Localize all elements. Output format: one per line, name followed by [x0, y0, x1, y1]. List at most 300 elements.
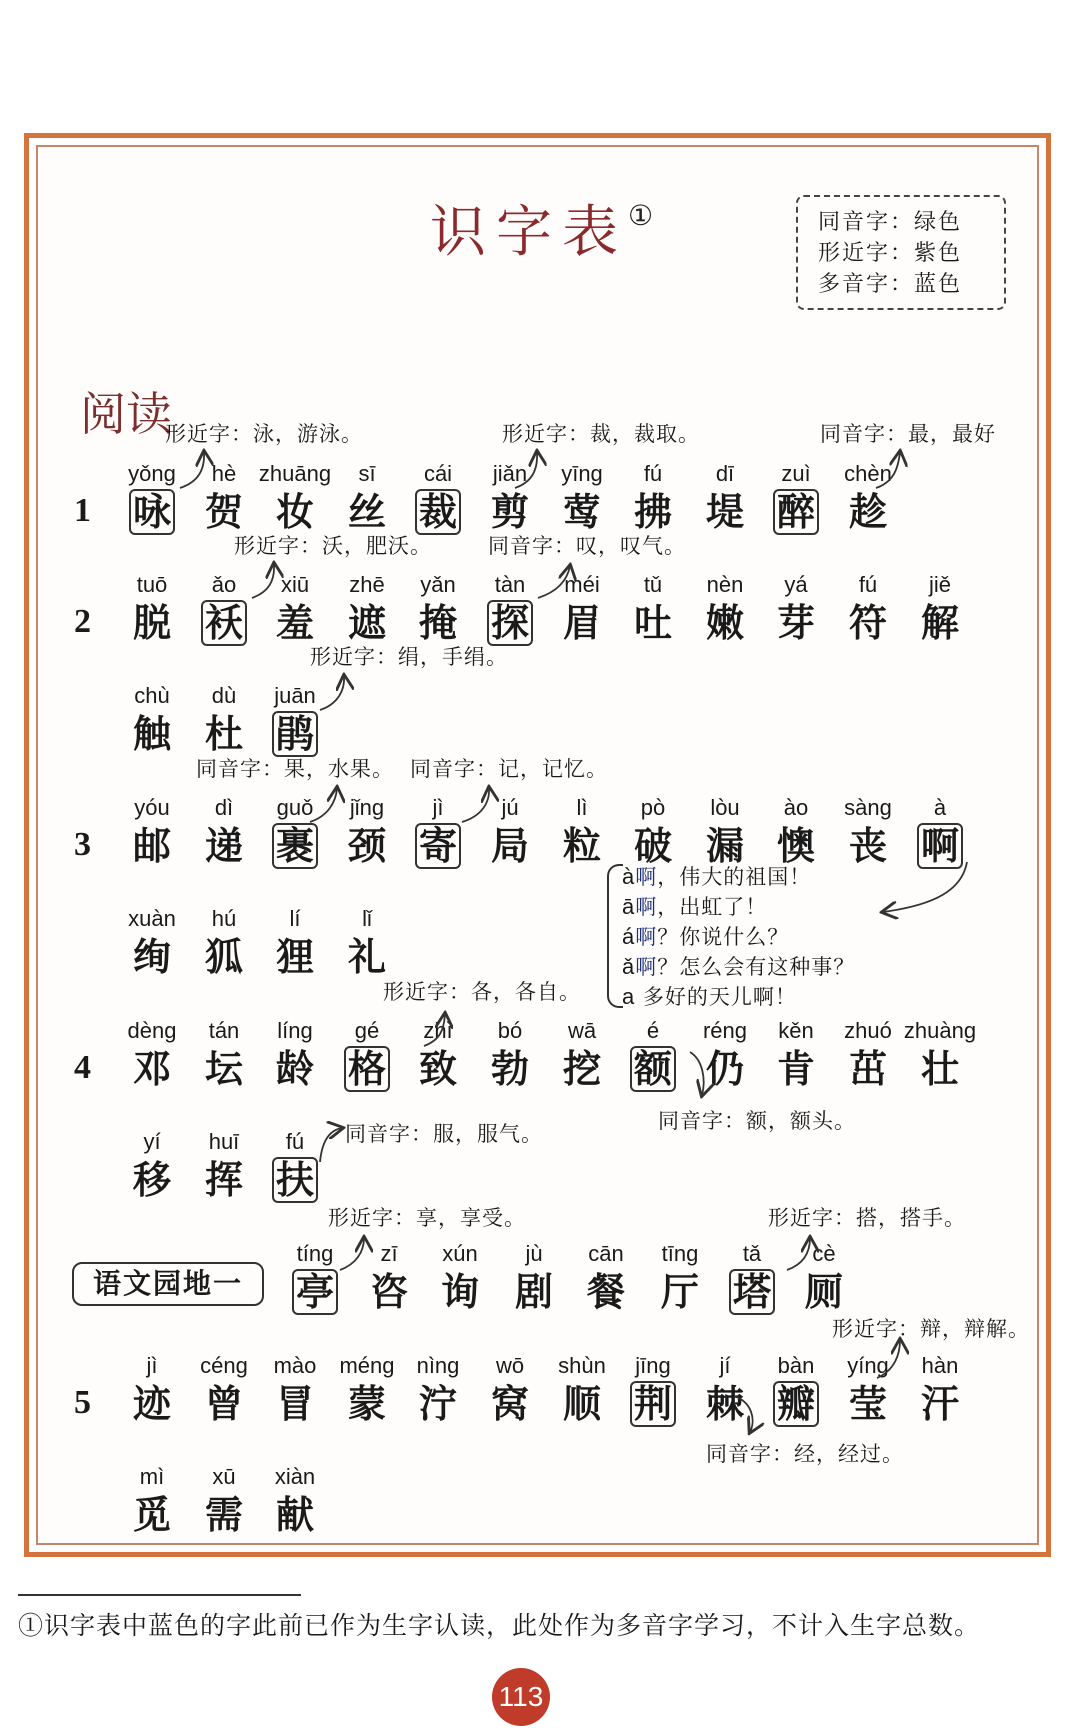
pinyin: hàn — [921, 1353, 959, 1378]
pinyin: chù — [134, 683, 170, 708]
hanzi-char: 厅 — [660, 1269, 699, 1314]
character-item — [112, 904, 192, 980]
pinyin: xiū — [280, 572, 310, 597]
hanzi-char: 仍 — [705, 1046, 744, 1091]
hanzi — [613, 600, 693, 646]
lesson-number: 5 — [74, 1384, 91, 1421]
pinyin: tàn — [494, 572, 526, 597]
hanzi-char: 莹 — [848, 1381, 887, 1426]
lesson-number: 4 — [74, 1049, 91, 1086]
pinyin: jiǎn — [492, 461, 528, 486]
character-item — [542, 1016, 622, 1092]
pinyin: dī — [715, 461, 735, 486]
hanzi — [756, 1046, 836, 1092]
pinyin: é — [646, 1018, 660, 1043]
hanzi — [255, 1492, 335, 1538]
character-item — [784, 1239, 864, 1315]
hanzi — [112, 600, 192, 646]
hanzi-char: 移 — [132, 1157, 171, 1202]
hanzi — [327, 1381, 407, 1427]
pinyin: xiàn — [274, 1464, 316, 1489]
hanzi — [613, 1381, 693, 1427]
hanzi-char: 丝 — [347, 489, 386, 534]
character-item — [327, 570, 407, 646]
hanzi-char: 醉 — [773, 489, 819, 535]
character-item — [420, 1239, 500, 1315]
hanzi-char: 贺 — [204, 489, 243, 534]
hanzi — [613, 489, 693, 535]
character-item — [398, 459, 478, 535]
hanzi — [712, 1269, 792, 1315]
color-legend — [796, 195, 1006, 310]
hanzi — [784, 1269, 864, 1315]
pinyin: yǎn — [420, 572, 456, 597]
a-reading-line: á啊？你说什么？ — [622, 924, 790, 949]
note-similar-form: 形近字：绢，手绢。 — [310, 645, 508, 669]
pinyin: cè — [812, 1241, 836, 1266]
character-item — [255, 570, 335, 646]
hanzi-char: 咨 — [369, 1269, 408, 1314]
pinyin: yīng — [561, 461, 603, 486]
pinyin: yóu — [134, 795, 170, 820]
hanzi — [566, 1269, 646, 1315]
character-item — [828, 570, 908, 646]
hanzi-char: 迹 — [132, 1381, 171, 1426]
hanzi — [542, 823, 622, 869]
hanzi — [542, 489, 622, 535]
hanzi-char: 觅 — [132, 1492, 171, 1537]
character-item — [685, 1016, 765, 1092]
pinyin: zī — [380, 1241, 398, 1266]
hanzi-char: 羞 — [275, 600, 314, 645]
hanzi-char: 掩 — [418, 600, 457, 645]
pinyin: nèn — [706, 572, 744, 597]
character-item — [542, 793, 622, 869]
note-homophone: 同音字：果，水果。 — [196, 757, 394, 781]
hanzi — [184, 600, 264, 646]
pinyin: nìng — [416, 1353, 460, 1378]
hanzi-char: 探 — [487, 600, 533, 646]
note-similar-form: 形近字：裁，裁取。 — [502, 422, 700, 446]
pinyin: méi — [564, 572, 600, 597]
hanzi-char: 解 — [920, 600, 959, 645]
character-item — [542, 1351, 622, 1427]
pinyin: mào — [273, 1353, 317, 1378]
hanzi — [542, 600, 622, 646]
pinyin: dèng — [127, 1018, 177, 1043]
character-item — [685, 1351, 765, 1427]
character-item — [184, 1462, 264, 1538]
character-item — [398, 793, 478, 869]
pinyin: jù — [525, 1241, 543, 1266]
hanzi-char: 芽 — [776, 600, 815, 645]
character-item — [828, 1016, 908, 1092]
hanzi — [255, 600, 335, 646]
pinyin: céng — [200, 1353, 248, 1378]
character-item — [470, 1016, 550, 1092]
pinyin: shùn — [558, 1353, 606, 1378]
hanzi-char: 莺 — [562, 489, 601, 534]
hanzi-char: 礼 — [347, 934, 386, 979]
pinyin: bó — [497, 1018, 523, 1043]
hanzi — [255, 489, 335, 535]
hanzi-char: 壮 — [920, 1046, 959, 1091]
hanzi-char: 粒 — [562, 823, 601, 868]
hanzi-char: 吐 — [633, 600, 672, 645]
lesson-number: 2 — [74, 603, 91, 640]
character-item — [542, 459, 622, 535]
pinyin: lòu — [710, 795, 740, 820]
character-item — [685, 793, 765, 869]
hanzi — [828, 1381, 908, 1427]
character-item — [112, 1462, 192, 1538]
pinyin: lǐ — [362, 906, 372, 931]
note-homophone: 同音字：叹，叹气。 — [488, 534, 686, 558]
hanzi — [470, 1381, 550, 1427]
pinyin: yíng — [847, 1353, 889, 1378]
character-item — [112, 570, 192, 646]
character-item — [184, 1016, 264, 1092]
hanzi — [112, 711, 192, 757]
hanzi — [112, 934, 192, 980]
character-item — [184, 1351, 264, 1427]
hanzi-char: 挖 — [562, 1046, 601, 1091]
hanzi — [112, 1492, 192, 1538]
hanzi-char: 眉 — [562, 600, 601, 645]
character-item — [756, 793, 836, 869]
hanzi — [398, 823, 478, 869]
hanzi-char: 拂 — [633, 489, 672, 534]
hanzi — [112, 823, 192, 869]
character-item — [900, 793, 980, 869]
footnote-text: ①识字表中蓝色的字此前已作为生字认读，此处作为多音字学习，不计入生字总数。 — [18, 1611, 981, 1640]
hanzi — [685, 489, 765, 535]
character-item — [756, 1016, 836, 1092]
lesson-number: 1 — [74, 492, 91, 529]
pinyin: méng — [339, 1353, 395, 1378]
hanzi-char: 扶 — [272, 1157, 318, 1203]
character-item — [184, 570, 264, 646]
character-item — [828, 459, 908, 535]
pinyin: xū — [212, 1464, 236, 1489]
note-homophone: 同音字：服，服气。 — [345, 1122, 543, 1146]
note-similar-form: 形近字：各，各自。 — [383, 980, 581, 1004]
pinyin: à — [933, 795, 947, 820]
hanzi-char: 龄 — [275, 1046, 314, 1091]
hanzi-char: 蒙 — [347, 1381, 386, 1426]
hanzi-char: 泞 — [418, 1381, 457, 1426]
pinyin: ào — [783, 795, 809, 820]
hanzi-char: 荆 — [630, 1381, 676, 1427]
hanzi-char: 剪 — [490, 489, 529, 534]
character-item — [255, 1462, 335, 1538]
character-item — [685, 570, 765, 646]
character-item — [685, 459, 765, 535]
note-similar-form: 形近字：沃，肥沃。 — [234, 534, 432, 558]
note-similar-form: 形近字：享，享受。 — [328, 1206, 526, 1230]
a-reading-line: ā啊，出虹了！ — [622, 894, 768, 919]
hanzi-char: 破 — [633, 823, 672, 868]
hanzi-char: 餐 — [586, 1269, 625, 1314]
character-item — [900, 1016, 980, 1092]
hanzi — [275, 1269, 355, 1315]
hanzi — [184, 1157, 264, 1203]
hanzi-char: 需 — [204, 1492, 243, 1537]
hanzi-char: 裁 — [415, 489, 461, 535]
character-item — [112, 459, 192, 535]
character-item — [275, 1239, 355, 1315]
character-item — [398, 570, 478, 646]
character-item — [112, 1016, 192, 1092]
hanzi — [470, 489, 550, 535]
hanzi — [255, 1046, 335, 1092]
hanzi-char: 挥 — [204, 1157, 243, 1202]
hanzi-char: 递 — [204, 823, 243, 868]
hanzi — [494, 1269, 574, 1315]
pinyin: wā — [567, 1018, 597, 1043]
page-title: 识字表① — [430, 199, 654, 265]
legend-homophone: 同音字：绿色 — [818, 210, 963, 235]
character-item — [184, 681, 264, 757]
character-item — [613, 793, 693, 869]
note-homophone: 同音字：最，最好 — [820, 422, 996, 446]
pinyin: yí — [143, 1129, 161, 1154]
character-item — [470, 570, 550, 646]
hanzi-char: 局 — [490, 823, 529, 868]
pinyin: jì — [146, 1353, 158, 1378]
hanzi — [900, 1381, 980, 1427]
hanzi — [900, 823, 980, 869]
hanzi-char: 剧 — [514, 1269, 553, 1314]
character-item — [327, 793, 407, 869]
note-similar-form: 形近字：泳，游泳。 — [165, 422, 363, 446]
hanzi — [184, 823, 264, 869]
hanzi-char: 棘 — [705, 1381, 744, 1426]
hanzi — [255, 823, 335, 869]
character-item — [828, 793, 908, 869]
pinyin: yá — [784, 572, 808, 597]
character-item — [255, 459, 335, 535]
hanzi — [327, 489, 407, 535]
legend-polyphone: 多音字：蓝色 — [818, 272, 963, 297]
pinyin: lí — [289, 906, 301, 931]
hanzi-char: 堤 — [705, 489, 744, 534]
pinyin: réng — [702, 1018, 748, 1043]
hanzi-char: 献 — [275, 1492, 314, 1537]
character-item — [398, 1351, 478, 1427]
hanzi-char: 狸 — [275, 934, 314, 979]
footnote-mark: ① — [628, 199, 654, 233]
hanzi-char: 丧 — [848, 823, 887, 868]
hanzi-char: 邓 — [132, 1046, 171, 1091]
pinyin: zhuàng — [903, 1018, 977, 1043]
hanzi-char: 亭 — [292, 1269, 338, 1315]
pinyin: pò — [640, 795, 666, 820]
character-item — [327, 904, 407, 980]
hanzi — [470, 823, 550, 869]
pinyin: huī — [208, 1129, 240, 1154]
hanzi — [420, 1269, 500, 1315]
note-similar-form: 形近字：搭，搭手。 — [768, 1206, 966, 1230]
pinyin: tíng — [296, 1241, 334, 1266]
pinyin: hè — [211, 461, 237, 486]
hanzi-char: 塔 — [729, 1269, 775, 1315]
reading-brace — [607, 864, 623, 1008]
hanzi — [112, 1381, 192, 1427]
hanzi — [327, 1046, 407, 1092]
hanzi — [542, 1381, 622, 1427]
note-similar-form: 形近字：辩，辩解。 — [832, 1317, 1030, 1341]
pinyin: jì — [432, 795, 444, 820]
hanzi-char: 坛 — [204, 1046, 243, 1091]
character-item — [327, 459, 407, 535]
hanzi-char: 遮 — [347, 600, 386, 645]
hanzi — [255, 934, 335, 980]
hanzi — [756, 489, 836, 535]
hanzi — [398, 1381, 478, 1427]
hanzi — [184, 489, 264, 535]
pinyin: fú — [285, 1129, 305, 1154]
pinyin: fú — [643, 461, 663, 486]
hanzi-char: 勃 — [490, 1046, 529, 1091]
hanzi-char: 脱 — [132, 600, 171, 645]
pinyin: zhì — [423, 1018, 453, 1043]
hanzi-char: 啊 — [917, 823, 963, 869]
hanzi-char: 咏 — [129, 489, 175, 535]
hanzi-char: 符 — [848, 600, 887, 645]
character-item — [613, 459, 693, 535]
character-item — [112, 681, 192, 757]
pinyin: tǎ — [742, 1241, 762, 1266]
hanzi — [112, 489, 192, 535]
hanzi-char: 趁 — [848, 489, 887, 534]
section-garden-label: 语文园地一 — [72, 1262, 264, 1306]
hanzi — [470, 1046, 550, 1092]
character-item — [712, 1239, 792, 1315]
legend-similar-form: 形近字：紫色 — [818, 241, 963, 266]
hanzi — [398, 1046, 478, 1092]
footnote-rule — [18, 1594, 301, 1596]
hanzi-char: 懊 — [776, 823, 815, 868]
hanzi-char: 顺 — [562, 1381, 601, 1426]
hanzi-char: 妆 — [275, 489, 314, 534]
note-homophone: 同音字：额，额头。 — [658, 1109, 856, 1133]
hanzi — [184, 711, 264, 757]
hanzi — [470, 600, 550, 646]
character-item — [255, 1127, 335, 1203]
character-item — [613, 570, 693, 646]
pinyin: lì — [576, 795, 588, 820]
lesson-number: 3 — [74, 826, 91, 863]
pinyin: juān — [274, 683, 316, 708]
character-item — [900, 1351, 980, 1427]
page-number: 113 — [492, 1668, 550, 1726]
pinyin: kěn — [778, 1018, 814, 1043]
character-item — [112, 1127, 192, 1203]
hanzi — [640, 1269, 720, 1315]
pinyin: bàn — [777, 1353, 815, 1378]
pinyin: sī — [358, 461, 376, 486]
pinyin: tuō — [136, 572, 168, 597]
hanzi — [756, 1381, 836, 1427]
character-item — [470, 1351, 550, 1427]
character-item — [327, 1016, 407, 1092]
hanzi — [398, 489, 478, 535]
character-item — [470, 459, 550, 535]
hanzi — [828, 489, 908, 535]
hanzi-char: 漏 — [705, 823, 744, 868]
hanzi — [756, 600, 836, 646]
character-item — [184, 1127, 264, 1203]
section-reading-title: 阅读 — [80, 387, 172, 441]
hanzi-char: 狐 — [204, 934, 243, 979]
pinyin: zuì — [781, 461, 811, 486]
pinyin: xuàn — [128, 906, 176, 931]
pinyin: xún — [442, 1241, 478, 1266]
hanzi — [327, 600, 407, 646]
hanzi-char: 窝 — [490, 1381, 529, 1426]
hanzi-char: 嫩 — [705, 600, 744, 645]
note-homophone: 同音字：记，记忆。 — [410, 757, 608, 781]
hanzi-char: 致 — [418, 1046, 457, 1091]
hanzi — [900, 600, 980, 646]
character-item — [756, 459, 836, 535]
a-reading-line: a 多好的天儿啊！ — [622, 984, 797, 1009]
a-reading-line: ǎ啊？怎么会有这种事？ — [622, 954, 856, 979]
character-item — [566, 1239, 646, 1315]
hanzi — [398, 600, 478, 646]
pinyin: zhuāng — [258, 461, 332, 486]
hanzi — [685, 1381, 765, 1427]
hanzi — [255, 1157, 335, 1203]
pinyin: tīng — [661, 1241, 699, 1266]
pinyin: jǐng — [349, 795, 385, 820]
hanzi-char: 汗 — [920, 1381, 959, 1426]
character-item — [613, 1351, 693, 1427]
hanzi — [327, 823, 407, 869]
hanzi — [184, 1492, 264, 1538]
hanzi — [184, 934, 264, 980]
character-item — [470, 793, 550, 869]
character-item — [640, 1239, 720, 1315]
hanzi — [828, 1046, 908, 1092]
character-item — [184, 793, 264, 869]
character-item — [255, 681, 335, 757]
character-item — [255, 1351, 335, 1427]
pinyin: guǒ — [276, 795, 314, 820]
note-homophone: 同音字：经，经过。 — [706, 1442, 904, 1466]
hanzi-char: 裹 — [272, 823, 318, 869]
character-item — [398, 1016, 478, 1092]
character-item — [756, 1351, 836, 1427]
hanzi — [112, 1046, 192, 1092]
hanzi-char: 询 — [440, 1269, 479, 1314]
hanzi — [255, 711, 335, 757]
character-item — [900, 570, 980, 646]
hanzi-char: 袄 — [201, 600, 247, 646]
pinyin: dì — [214, 795, 234, 820]
pinyin: jú — [501, 795, 519, 820]
pinyin: hú — [211, 906, 237, 931]
hanzi — [184, 1046, 264, 1092]
pinyin: jiě — [928, 572, 951, 597]
pinyin: chèn — [844, 461, 892, 486]
pinyin: zhuó — [844, 1018, 892, 1043]
hanzi-char: 瓣 — [773, 1381, 819, 1427]
character-item — [255, 793, 335, 869]
character-item — [112, 793, 192, 869]
character-item — [112, 1351, 192, 1427]
